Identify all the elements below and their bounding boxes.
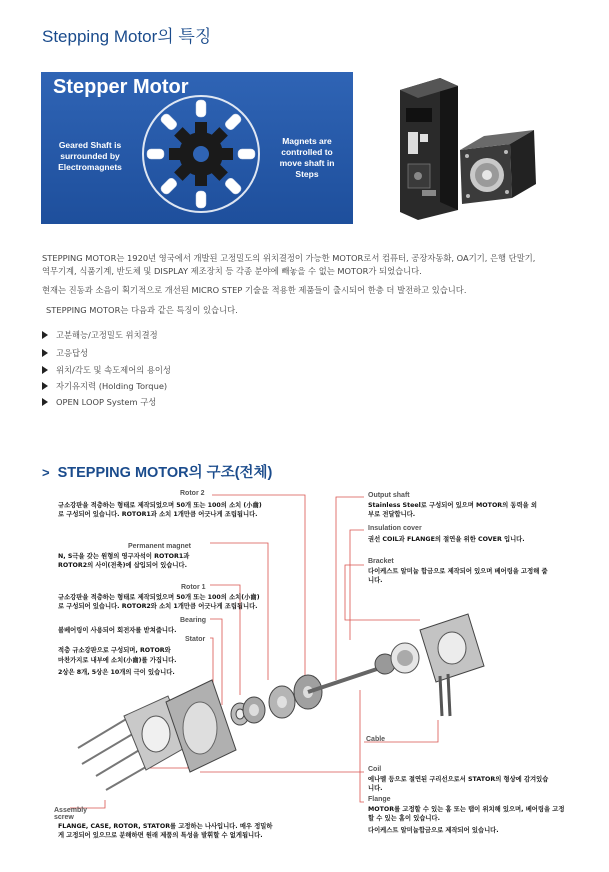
intro-paragraph-2: 현재는 진동과 소음이 획기적으로 개선된 MICRO STEP 기술을 적용한 제품들이 출시되어 한층 더 발전하고 있습니다. [42,285,467,295]
assembly-screw-desc: FLANGE, CASE, ROTOR, STATOR를 고정하는 나사입니다. 매우 정밀하게 고정되어 있으므로 분해하면 원래 제품의 특성을 발휘할 수 없게됩니다. [58,823,273,839]
page-title: Stepping Motor의 특징 [42,27,212,46]
insulation-cover-label: Insulation cover [368,525,422,532]
intro-paragraph-1 [42,252,535,278]
feature-item: 자기유지력 (Holding Torque) [42,380,167,392]
rotor1-desc: 규소강판을 적층하는 형태로 제작되었으며 50개 또는 100의 소치(小齒)로 구성되어 있습니다. ROTOR2와 소치 1개만큼 어긋나게 조립됩니다. [58,594,260,610]
bullet-triangle-icon [42,331,48,339]
banner-title: Stepper Motor [53,76,189,98]
bullet-triangle-icon [42,382,48,390]
bearing-desc: 볼베어링이 사용되어 회전자를 받쳐줍니다. [58,627,177,634]
intro-paragraph-3: STEPPING MOTOR는 다음과 같은 특징이 있습니다. [46,305,238,315]
intro-line-1: STEPPING MOTOR는 1920년 영국에서 개발된 고정밀도의 위치결정이 가능한 MOTOR로서 컴퓨터, 공장자동화, OA기기, 은행 단말기, [42,253,536,263]
stator-desc-2: 마찬가지로 내부에 소치(小齒)를 가집니다. [58,657,177,664]
output-shaft-label: Output shaft [368,492,410,499]
output-shaft-desc: Stainless Steel로 구성되어 있으며 MOTOR의 동력을 외부로 전달합니다. [368,502,537,518]
feature-item: 고분해능/고정밀도 위치결정 [42,329,158,341]
banner-right-text: Magnets are controlled to move shaft in Steps [279,136,335,179]
permanent-magnet-label: Permanent magnet [128,543,192,550]
rotor1-label: Rotor 1 [181,584,206,591]
banner-left-text: Geared Shaft is surrounded by Electromagnets [58,140,122,172]
coil-label: Coil [368,766,382,773]
gear-icon [139,92,263,216]
intro-line-2: 역무기계, 식품기계, 반도체 및 DISPLAY 제조장치 등 각종 분야에 빼놓을 수 없는 MOTOR가 되었습니다. [42,266,422,276]
chevron-right-icon: > [42,465,50,480]
feature-item: 고응답성 [42,347,88,359]
flange-desc-1: MOTOR를 고정할 수 있는 홈 또는 탭이 위치해 있으며, 베어링을 고정할 수 있는 홈이 있습니다. [368,806,565,822]
rotor2-label: Rotor 2 [180,490,205,497]
bracket-desc: 다이케스트 알미늄 합금으로 제작되어 있으며 베어링을 고정해 줍니다. [368,568,548,584]
stator-desc-3: 2상은 8개, 5상은 10개의 극이 있습니다. [58,669,175,676]
bracket-label: Bracket [368,558,394,565]
bearing-label: Bearing [180,617,207,624]
permanent-magnet-desc: N, S극을 갖는 원형의 영구자석이 ROTOR1과 ROTOR2의 사이(전축)에 삽입되어 있습니다. [58,553,190,569]
bullet-triangle-icon [42,398,48,406]
stepper-motor-banner [41,72,353,224]
coil-desc: 에나멜 등으로 절연된 구리선으로서 STATOR의 형상에 감겨있습니다. [368,776,549,792]
rotor2-desc: 규소강판을 적층하는 형태로 제작되었으며 50개 또는 100의 소치 (小齒)로 구성되어 있습니다. ROTOR1과 소치 1개만큼 어긋나게 조립됩니다. [58,502,262,518]
bullet-triangle-icon [42,349,48,357]
flange-desc-2: 다이케스트 알미늄합금으로 제작되어 있습니다. [368,827,499,834]
feature-item: OPEN LOOP System 구성 [42,396,156,408]
bullet-triangle-icon [42,366,48,374]
flange-label: Flange [368,796,391,803]
assembly-screw-label: Assembly screw [54,807,88,821]
stator-label: Stator [185,636,206,643]
stator-desc-1: 적층 규소강판으로 구성되며, ROTOR와 [58,647,171,654]
motor-driver-photo [392,72,542,222]
feature-item: 위치/각도 및 속도제어의 용이성 [42,364,171,376]
cable-label: Cable [366,736,386,743]
section-title: > STEPPING MOTOR의 구조(전체) [42,465,273,481]
insulation-cover-desc: 권선 COIL과 FLANGE의 절연을 위한 COVER 입니다. [368,536,525,543]
